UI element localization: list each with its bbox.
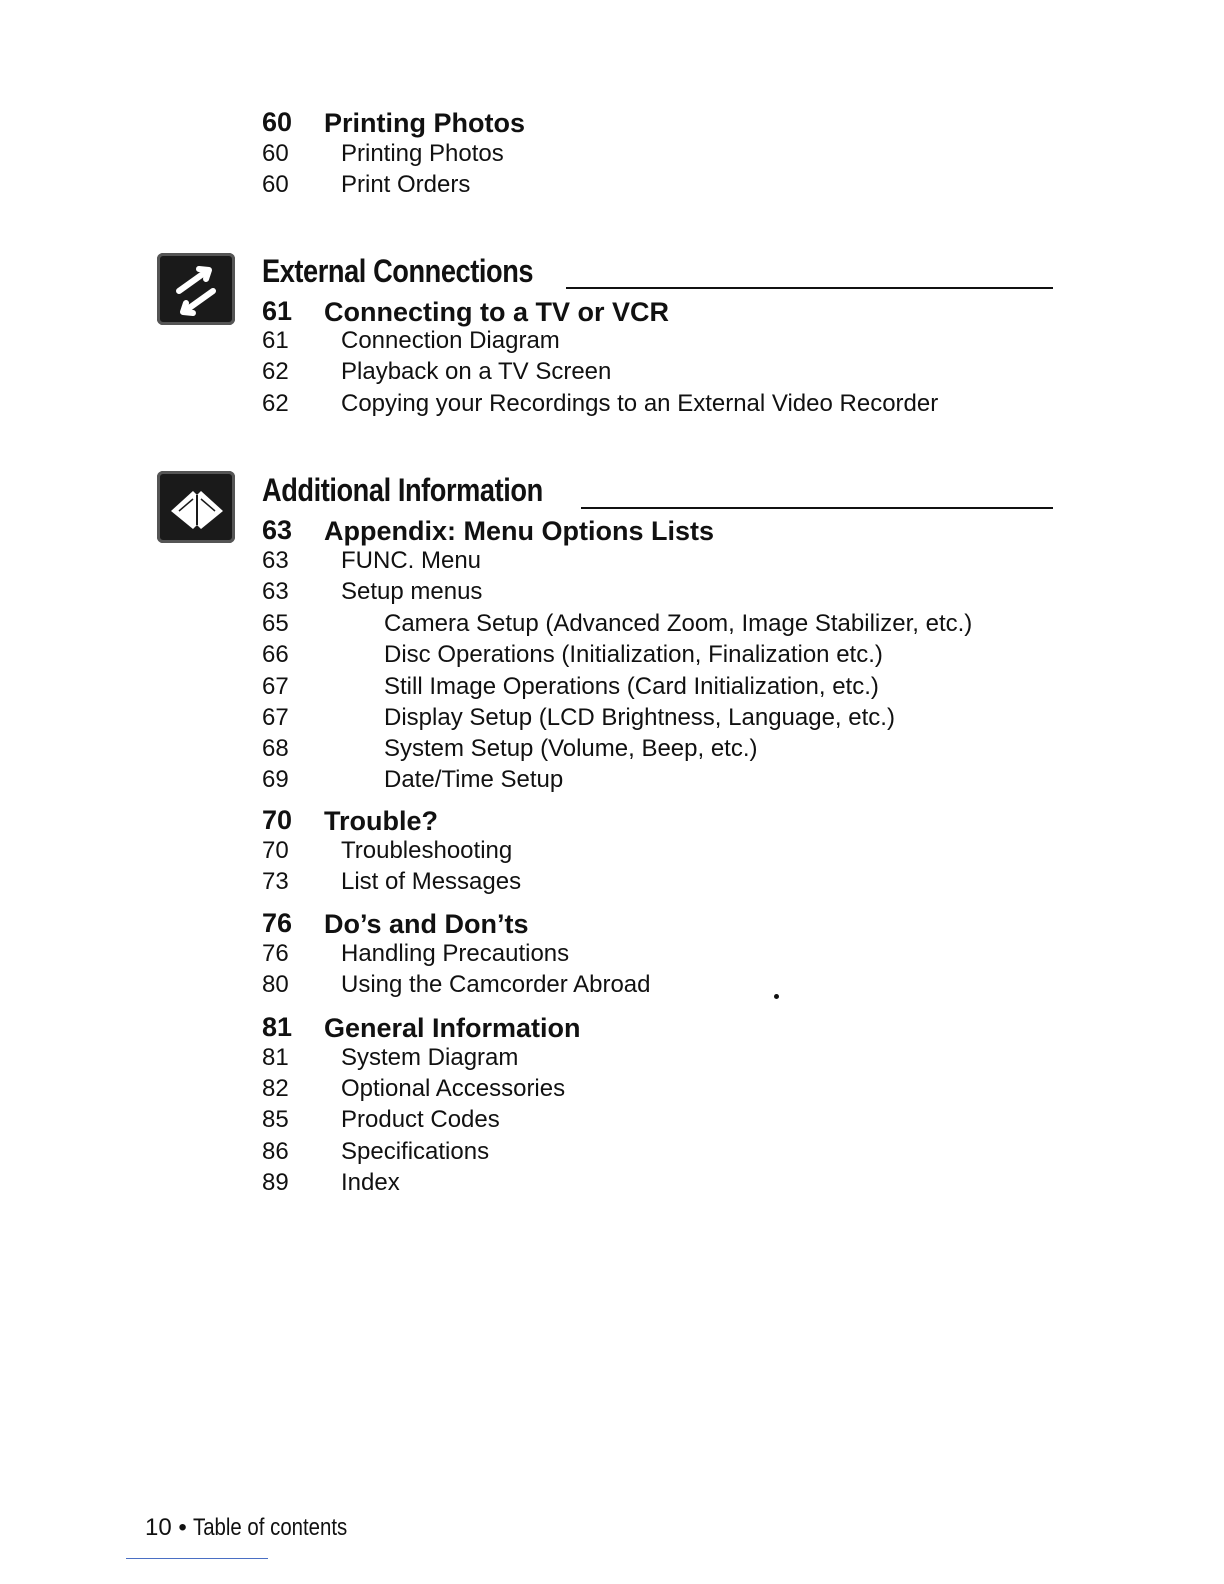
footer-underline: [126, 1558, 268, 1559]
toc-page-number: 67: [262, 704, 289, 731]
toc-page-number: 60: [262, 107, 293, 137]
footer-label: Table of contents: [193, 1514, 348, 1541]
toc-subsection-title[interactable]: Do’s and Don’ts: [324, 909, 529, 939]
toc-page-number: 70: [262, 805, 293, 835]
toc-entry[interactable]: Printing Photos: [341, 140, 504, 167]
external-connections-icon: [157, 253, 235, 325]
scan-speck: [774, 994, 779, 999]
toc-page-number: 63: [262, 578, 289, 605]
toc-page-number: 80: [262, 971, 289, 998]
toc-page-number: 86: [262, 1138, 289, 1165]
toc-entry[interactable]: Handling Precautions: [341, 940, 570, 967]
toc-entry[interactable]: Troubleshooting: [341, 837, 513, 864]
toc-entry[interactable]: Product Codes: [341, 1106, 500, 1133]
toc-page-number: 61: [262, 327, 289, 354]
toc-page-number: 60: [262, 140, 289, 167]
toc-page-number: 65: [262, 610, 289, 637]
toc-page-number: 70: [262, 837, 289, 864]
toc-page-number: 81: [262, 1044, 289, 1071]
toc-entry[interactable]: Display Setup (LCD Brightness, Language, etc.): [384, 704, 895, 731]
toc-entry[interactable]: Disc Operations (Initialization, Finalization etc.): [384, 641, 883, 668]
toc-page-number: 62: [262, 390, 289, 417]
toc-entry[interactable]: Using the Camcorder Abroad: [341, 971, 651, 998]
toc-entry[interactable]: Setup menus: [341, 578, 483, 605]
toc-page-number: 68: [262, 735, 289, 762]
toc-entry[interactable]: Specifications: [341, 1138, 490, 1165]
toc-entry[interactable]: Index: [341, 1169, 400, 1196]
toc-page-number: 89: [262, 1169, 289, 1196]
page-footer: [145, 1513, 375, 1543]
toc-page-number: 67: [262, 673, 289, 700]
toc-page-number: 61: [262, 296, 293, 326]
toc-entry[interactable]: Date/Time Setup: [384, 766, 564, 793]
toc-page-number: 73: [262, 868, 289, 895]
toc-page-number: 63: [262, 515, 293, 545]
section-rule: [566, 287, 1053, 289]
toc-page-number: 63: [262, 547, 289, 574]
toc-entry[interactable]: Still Image Operations (Card Initialization, etc.): [384, 673, 879, 700]
toc-entry[interactable]: Optional Accessories: [341, 1075, 566, 1102]
toc-page-number: 76: [262, 908, 293, 938]
footer-page-number: 10: [145, 1514, 172, 1541]
section-title-external-connections: External Connections: [262, 253, 534, 289]
section-title-additional-information: Additional Information: [262, 472, 543, 508]
section-rule: [581, 507, 1053, 509]
toc-entry[interactable]: Connection Diagram: [341, 327, 560, 354]
toc-subsection-title[interactable]: Appendix: Menu Options Lists: [324, 516, 714, 546]
toc-page-number: 62: [262, 358, 289, 385]
toc-page-number: 81: [262, 1012, 293, 1042]
toc-subsection-title[interactable]: Trouble?: [324, 806, 438, 836]
toc-page-number: 60: [262, 171, 289, 198]
toc-page-number: 69: [262, 766, 289, 793]
toc-page-number: 66: [262, 641, 289, 668]
toc-entry[interactable]: Copying your Recordings to an External Video Recorder: [341, 390, 939, 417]
toc-entry[interactable]: Playback on a TV Screen: [341, 358, 612, 385]
toc-entry[interactable]: System Setup (Volume, Beep, etc.): [384, 735, 758, 762]
toc-page-number: 76: [262, 940, 289, 967]
toc-entry[interactable]: List of Messages: [341, 868, 522, 895]
toc-entry[interactable]: FUNC. Menu: [341, 547, 482, 574]
toc-subsection-title[interactable]: Printing Photos: [324, 108, 525, 138]
footer-bullet: •: [178, 1514, 187, 1541]
toc-entry[interactable]: Camera Setup (Advanced Zoom, Image Stabilizer, etc.): [384, 610, 973, 637]
toc-page-number: 85: [262, 1106, 289, 1133]
toc-entry[interactable]: System Diagram: [341, 1044, 519, 1071]
toc-subsection-title[interactable]: Connecting to a TV or VCR: [324, 297, 670, 327]
toc-entry[interactable]: Print Orders: [341, 171, 471, 198]
toc-page-number: 82: [262, 1075, 289, 1102]
book-icon: [157, 471, 235, 543]
toc-subsection-title[interactable]: General Information: [324, 1013, 581, 1043]
